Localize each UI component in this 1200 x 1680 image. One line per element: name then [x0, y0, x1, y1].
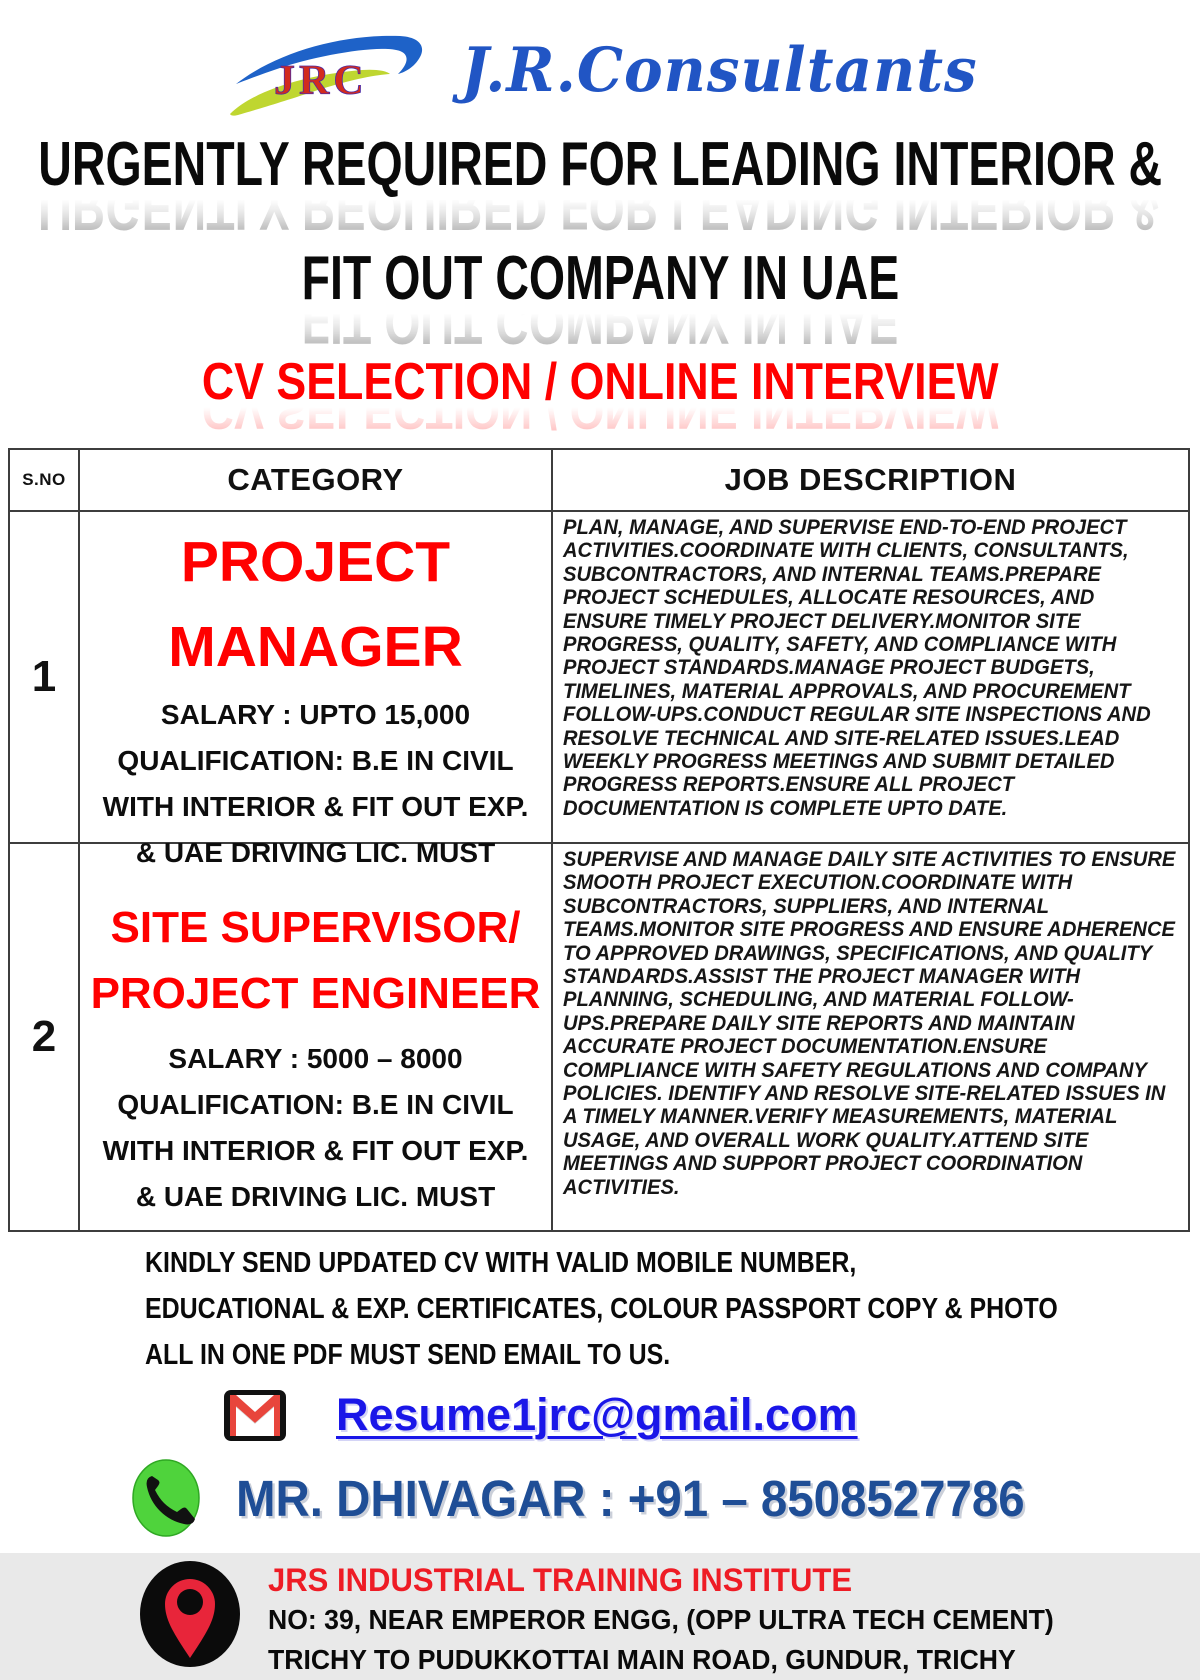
- phone-call-icon: [132, 1459, 200, 1537]
- row1-salary: SALARY : UPTO 15,000: [160, 699, 471, 730]
- notice-line1: KINDLY SEND UPDATED CV WITH VALID MOBILE NUMBER,: [145, 1247, 857, 1279]
- location-pin-icon: [138, 1560, 242, 1668]
- col-header-category: CATEGORY: [80, 450, 553, 512]
- row2-qualification-line2: WITH INTERIOR & FIT OUT EXP.: [102, 1135, 529, 1166]
- institute-name: JRS INDUSTRIAL TRAINING INSTITUTE: [268, 1562, 853, 1598]
- row1-qualification-line3: & UAE DRIVING LIC. MUST: [135, 837, 496, 868]
- row1-category-cell: [80, 512, 553, 868]
- email-row: [222, 1384, 1200, 1446]
- company-name: J.R.Consultants: [461, 34, 978, 106]
- row2-description-cell: [553, 844, 1188, 1230]
- row2-qualification-line1: QUALIFICATION: B.E IN CIVIL: [117, 1089, 514, 1120]
- gmail-envelope-icon: [222, 1388, 288, 1443]
- row1-sno: 1: [10, 512, 80, 844]
- col-header-job-description: JOB DESCRIPTION: [553, 450, 1188, 512]
- row1-qualification-line1: QUALIFICATION: B.E IN CIVIL: [117, 745, 514, 776]
- jobs-table: [8, 448, 1190, 1232]
- row2-salary: SALARY : 5000 – 8000: [168, 1043, 463, 1074]
- institute-address-line2: TRICHY TO PUDUKKOTTAI MAIN ROAD, GUNDUR, TRICHY: [268, 1644, 1016, 1675]
- headline-line2: FIT OUT COMPANY IN UAE: [301, 244, 899, 313]
- phone-contact-text: MR. DHIVAGAR : +91 – 8508527786: [236, 1469, 1025, 1527]
- jrc-swoosh-logo-icon: [222, 22, 447, 118]
- institute-text-block: [268, 1560, 1095, 1680]
- notice-line2: EDUCATIONAL & EXP. CERTIFICATES, COLOUR PASSPORT COPY & PHOTO: [145, 1293, 1058, 1325]
- row1-description-cell: [553, 512, 1188, 844]
- row1-job-title-line2: MANAGER: [168, 615, 463, 679]
- subheadline-cv-selection: CV SELECTION / ONLINE INTERVIEW: [201, 353, 999, 411]
- row2-qualification-line3: & UAE DRIVING LIC. MUST: [135, 1181, 496, 1212]
- institute-address-line1: NO: 39, NEAR EMPEROR ENGG, (OPP ULTRA TECH CEMENT): [268, 1604, 1054, 1635]
- row2-sno: 2: [10, 844, 80, 1230]
- row2-description-text: SUPERVISE AND MANAGE DAILY SITE ACTIVITIES TO ENSURE SMOOTH PROJECT EXECUTION.COORDINATE WITH SUBCONTRACTORS, SUPPLIERS, AND INTERNAL TEAMS.MONITOR SITE PROGRESS AND ENSURE ADHERENCE TO APPROVED DRAWINGS, SPECIFICATIONS, AND QUALITY STANDARDS.ASSIST THE PROJECT MANAGER WITH PLANNING, SCHEDULING, AND MATERIAL FOLLOW-UPS.PREPARE DAILY SITE REPORTS AND MAINTAIN ACCURATE PROJECT DOCUMENTATION.ENSURE COMPLIANCE WITH SAFETY REGULATIONS AND COMPANY POLICIES. IDENTIFY AND RESOLVE SITE-RELATED ISSUES IN A TIMELY MANNER.VERIFY MEASUREMENTS, MATERIAL USAGE, AND OVERALL WORK QUALITY.ATTEND SITE MEETINGS AND SUPPORT PROJECT COORDINATION ACTIVITIES.: [563, 848, 1176, 1199]
- row2-job-title-line1: SITE SUPERVISOR/: [110, 903, 521, 952]
- row1-description-text: PLAN, MANAGE, AND SUPERVISE END-TO-END PROJECT ACTIVITIES.COORDINATE WITH CLIENTS, CONSULTANTS, SUBCONTRACTORS, AND INTERNAL TEAMS.PREPARE PROJECT SCHEDULES, ALLOCATE RESOURCES, AND ENSURE TIMELY PROJECT DELIVERY.MONITOR SITE PROGRESS, QUALITY, SAFETY, AND COMPLIANCE WITH PROJECT STANDARDS.MANAGE PROJECT BUDGETS, TIMELINES, MATERIAL APPROVALS, AND PROCUREMENT FOLLOW-UPS.CONDUCT REGULAR SITE INSPECTIONS AND RESOLVE TECHNICAL AND SITE-RELATED ISSUES.LEAD WEEKLY PROGRESS MEETINGS AND SUBMIT DETAILED PROGRESS REPORTS.ENSURE ALL PROJECT DOCUMENTATION IS COMPLETE UPTO DATE.: [563, 516, 1151, 820]
- institute-row: [138, 1560, 1200, 1680]
- application-notice: [145, 1240, 1200, 1378]
- logo-row: [0, 0, 1200, 118]
- logo-abbr-text: JRC: [274, 58, 368, 104]
- row1-job-title-line1: PROJECT: [180, 530, 451, 594]
- col-header-sno: S.NO: [10, 450, 80, 512]
- phone-row: [132, 1458, 1200, 1538]
- headline-line1: URGENTLY REQUIRED FOR LEADING INTERIOR &: [38, 130, 1162, 199]
- row2-category-cell: [80, 844, 553, 1230]
- row1-qualification-line2: WITH INTERIOR & FIT OUT EXP.: [102, 791, 529, 822]
- email-link[interactable]: Resume1jrc@gmail.com: [336, 1389, 858, 1440]
- notice-line3: ALL IN ONE PDF MUST SEND EMAIL TO US.: [145, 1339, 671, 1371]
- row2-job-title-line2: PROJECT ENGINEER: [90, 969, 541, 1018]
